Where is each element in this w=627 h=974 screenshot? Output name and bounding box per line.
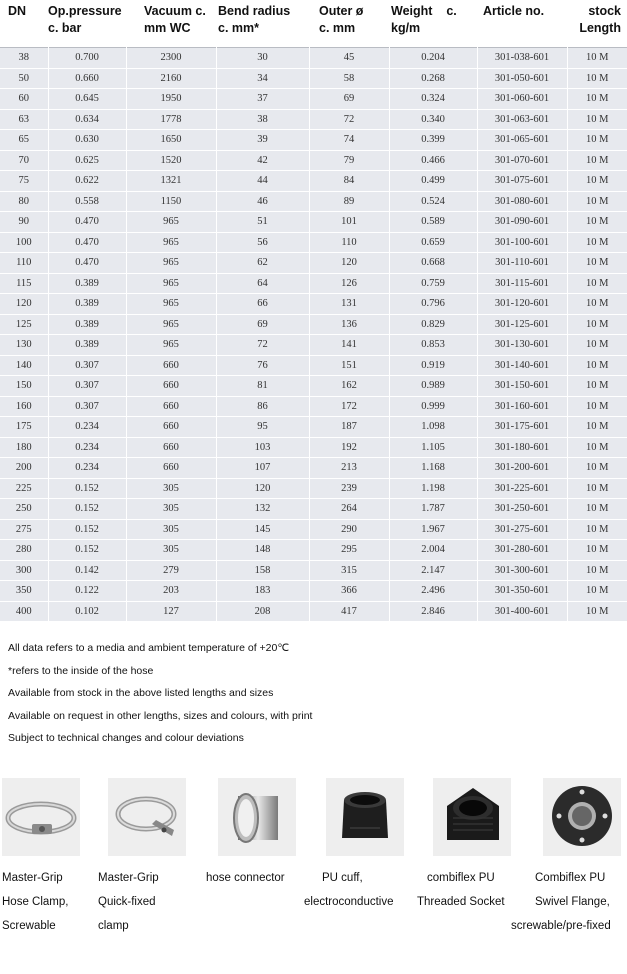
cell-vacuum: 305	[126, 478, 216, 499]
cell-stock-length: 10 M	[567, 68, 627, 89]
table-row	[0, 130, 627, 151]
header-vacuum: Vacuum c. mm WC	[126, 0, 216, 48]
cell-vacuum: 203	[126, 581, 216, 602]
cell-vacuum: 660	[126, 376, 216, 397]
table-row	[0, 540, 627, 561]
note-on-request: Available on request in other lengths, sizes and colours, with print	[8, 709, 313, 722]
cell-bend-radius: 132	[216, 499, 309, 520]
cell-article-no: 301-125-601	[477, 314, 567, 335]
table-row	[0, 253, 627, 274]
cell-weight: 0.659	[389, 232, 477, 253]
quick-clamp-icon	[108, 778, 186, 856]
cell-stock-length: 10 M	[567, 417, 627, 438]
cell-stock-length: 10 M	[567, 48, 627, 69]
cell-bend-radius: 37	[216, 89, 309, 110]
cell-article-no: 301-140-601	[477, 355, 567, 376]
cell-outer-diameter: 131	[309, 294, 389, 315]
cell-stock-length: 10 M	[567, 376, 627, 397]
caption-line: Threaded Socket	[417, 896, 505, 908]
cell-stock-length: 10 M	[567, 273, 627, 294]
cell-op-pressure: 0.389	[48, 273, 126, 294]
cell-outer-diameter: 58	[309, 68, 389, 89]
table-row	[0, 171, 627, 192]
cell-dn: 100	[0, 232, 48, 253]
cell-outer-diameter: 264	[309, 499, 389, 520]
cell-weight: 0.668	[389, 253, 477, 274]
table-row	[0, 314, 627, 335]
cell-article-no: 301-110-601	[477, 253, 567, 274]
cell-dn: 70	[0, 150, 48, 171]
cell-weight: 0.268	[389, 68, 477, 89]
cell-dn: 400	[0, 601, 48, 622]
header-bend-radius: Bend radius c. mm*	[216, 0, 309, 48]
cell-stock-length: 10 M	[567, 540, 627, 561]
cell-vacuum: 305	[126, 499, 216, 520]
swivel-flange-icon	[543, 778, 621, 856]
cell-dn: 250	[0, 499, 48, 520]
cell-dn: 300	[0, 560, 48, 581]
table-row	[0, 601, 627, 622]
cell-bend-radius: 69	[216, 314, 309, 335]
cell-outer-diameter: 290	[309, 519, 389, 540]
table-header-row	[0, 0, 627, 48]
caption-line: electroconductive	[304, 896, 394, 908]
cell-stock-length: 10 M	[567, 396, 627, 417]
cell-vacuum: 660	[126, 355, 216, 376]
cell-op-pressure: 0.389	[48, 314, 126, 335]
header-weight: Weight c. kg/m	[389, 0, 477, 48]
cell-bend-radius: 44	[216, 171, 309, 192]
caption-line: Master-Grip	[2, 872, 63, 884]
cell-dn: 50	[0, 68, 48, 89]
cell-weight: 0.466	[389, 150, 477, 171]
cell-dn: 125	[0, 314, 48, 335]
cell-stock-length: 10 M	[567, 232, 627, 253]
cell-stock-length: 10 M	[567, 335, 627, 356]
cell-op-pressure: 0.470	[48, 253, 126, 274]
cell-outer-diameter: 72	[309, 109, 389, 130]
cell-weight: 1.787	[389, 499, 477, 520]
caption-line: hose connector	[206, 872, 285, 884]
cell-stock-length: 10 M	[567, 581, 627, 602]
cell-stock-length: 10 M	[567, 519, 627, 540]
cell-article-no: 301-063-601	[477, 109, 567, 130]
cell-article-no: 301-350-601	[477, 581, 567, 602]
cell-weight: 0.989	[389, 376, 477, 397]
cell-outer-diameter: 295	[309, 540, 389, 561]
cell-dn: 120	[0, 294, 48, 315]
cell-op-pressure: 0.152	[48, 478, 126, 499]
cell-outer-diameter: 136	[309, 314, 389, 335]
cell-weight: 0.399	[389, 130, 477, 151]
cell-op-pressure: 0.622	[48, 171, 126, 192]
cell-article-no: 301-300-601	[477, 560, 567, 581]
cell-outer-diameter: 192	[309, 437, 389, 458]
cell-dn: 130	[0, 335, 48, 356]
cell-op-pressure: 0.234	[48, 458, 126, 479]
cell-bend-radius: 30	[216, 48, 309, 69]
cell-vacuum: 305	[126, 540, 216, 561]
header-op-pressure: Op.pressure c. bar	[48, 0, 126, 48]
cell-vacuum: 2160	[126, 68, 216, 89]
cell-op-pressure: 0.558	[48, 191, 126, 212]
table-row	[0, 417, 627, 438]
cell-stock-length: 10 M	[567, 130, 627, 151]
cell-bend-radius: 62	[216, 253, 309, 274]
cell-dn: 350	[0, 581, 48, 602]
cell-dn: 150	[0, 376, 48, 397]
cell-outer-diameter: 417	[309, 601, 389, 622]
cell-op-pressure: 0.634	[48, 109, 126, 130]
cell-article-no: 301-280-601	[477, 540, 567, 561]
cell-bend-radius: 34	[216, 68, 309, 89]
cell-stock-length: 10 M	[567, 89, 627, 110]
cell-article-no: 301-090-601	[477, 212, 567, 233]
cell-vacuum: 660	[126, 458, 216, 479]
table-row	[0, 458, 627, 479]
cell-stock-length: 10 M	[567, 191, 627, 212]
table-row	[0, 499, 627, 520]
table-row	[0, 191, 627, 212]
cell-weight: 0.589	[389, 212, 477, 233]
cell-bend-radius: 56	[216, 232, 309, 253]
cell-weight: 2.147	[389, 560, 477, 581]
cell-vacuum: 305	[126, 519, 216, 540]
cell-article-no: 301-115-601	[477, 273, 567, 294]
cell-op-pressure: 0.307	[48, 396, 126, 417]
cell-op-pressure: 0.152	[48, 499, 126, 520]
cell-stock-length: 10 M	[567, 560, 627, 581]
cell-bend-radius: 145	[216, 519, 309, 540]
cell-outer-diameter: 315	[309, 560, 389, 581]
cell-weight: 2.004	[389, 540, 477, 561]
caption-line: Swivel Flange,	[535, 896, 610, 908]
cell-weight: 0.204	[389, 48, 477, 69]
cell-dn: 160	[0, 396, 48, 417]
cell-stock-length: 10 M	[567, 355, 627, 376]
cell-article-no: 301-120-601	[477, 294, 567, 315]
cell-vacuum: 965	[126, 335, 216, 356]
table-row	[0, 355, 627, 376]
cell-vacuum: 660	[126, 437, 216, 458]
cell-article-no: 301-175-601	[477, 417, 567, 438]
cell-outer-diameter: 213	[309, 458, 389, 479]
cell-stock-length: 10 M	[567, 437, 627, 458]
table-row	[0, 150, 627, 171]
cell-outer-diameter: 45	[309, 48, 389, 69]
header-outer-diameter: Outer ø c. mm	[309, 0, 389, 48]
cell-bend-radius: 39	[216, 130, 309, 151]
table-row	[0, 48, 627, 69]
cell-op-pressure: 0.152	[48, 540, 126, 561]
table-row	[0, 273, 627, 294]
cell-bend-radius: 46	[216, 191, 309, 212]
cell-dn: 225	[0, 478, 48, 499]
cell-weight: 2.496	[389, 581, 477, 602]
table-row	[0, 232, 627, 253]
cell-vacuum: 279	[126, 560, 216, 581]
cell-article-no: 301-150-601	[477, 376, 567, 397]
cell-dn: 63	[0, 109, 48, 130]
cell-weight: 1.105	[389, 437, 477, 458]
header-article-no: Article no.	[477, 0, 567, 48]
caption-line: combiflex PU	[427, 872, 495, 884]
table-row	[0, 294, 627, 315]
cell-bend-radius: 86	[216, 396, 309, 417]
cell-vacuum: 1520	[126, 150, 216, 171]
cell-vacuum: 1150	[126, 191, 216, 212]
cell-op-pressure: 0.625	[48, 150, 126, 171]
cell-op-pressure: 0.142	[48, 560, 126, 581]
cell-outer-diameter: 187	[309, 417, 389, 438]
cell-bend-radius: 103	[216, 437, 309, 458]
cell-weight: 0.324	[389, 89, 477, 110]
cell-outer-diameter: 74	[309, 130, 389, 151]
cell-outer-diameter: 110	[309, 232, 389, 253]
table-row	[0, 376, 627, 397]
cell-op-pressure: 0.470	[48, 232, 126, 253]
cell-article-no: 301-225-601	[477, 478, 567, 499]
table-row	[0, 437, 627, 458]
cell-vacuum: 1321	[126, 171, 216, 192]
cell-stock-length: 10 M	[567, 109, 627, 130]
table-row	[0, 396, 627, 417]
cell-op-pressure: 0.660	[48, 68, 126, 89]
cell-article-no: 301-275-601	[477, 519, 567, 540]
header-stock-length: stock Length	[567, 0, 627, 48]
cell-vacuum: 965	[126, 232, 216, 253]
cell-dn: 275	[0, 519, 48, 540]
cell-dn: 90	[0, 212, 48, 233]
caption-line: Combiflex PU	[535, 872, 606, 884]
product-pu-cuff	[304, 778, 414, 914]
cell-article-no: 301-180-601	[477, 437, 567, 458]
table-row	[0, 335, 627, 356]
cell-article-no: 301-060-601	[477, 89, 567, 110]
cell-op-pressure: 0.645	[48, 89, 126, 110]
cell-stock-length: 10 M	[567, 478, 627, 499]
cell-bend-radius: 158	[216, 560, 309, 581]
cell-outer-diameter: 239	[309, 478, 389, 499]
cell-op-pressure: 0.470	[48, 212, 126, 233]
cell-op-pressure: 0.102	[48, 601, 126, 622]
cell-weight: 2.846	[389, 601, 477, 622]
cell-article-no: 301-250-601	[477, 499, 567, 520]
note-stock: Available from stock in the above listed lengths and sizes	[8, 687, 274, 699]
cell-stock-length: 10 M	[567, 458, 627, 479]
cell-stock-length: 10 M	[567, 601, 627, 622]
cell-bend-radius: 64	[216, 273, 309, 294]
product-hose-clamp	[2, 778, 112, 938]
cell-outer-diameter: 126	[309, 273, 389, 294]
cell-article-no: 301-100-601	[477, 232, 567, 253]
cell-outer-diameter: 366	[309, 581, 389, 602]
cell-stock-length: 10 M	[567, 253, 627, 274]
hose-connector-icon	[218, 778, 296, 856]
cell-stock-length: 10 M	[567, 171, 627, 192]
cell-outer-diameter: 84	[309, 171, 389, 192]
cell-dn: 140	[0, 355, 48, 376]
cell-op-pressure: 0.389	[48, 335, 126, 356]
note-inside-hose: *refers to the inside of the hose	[8, 664, 154, 677]
cell-op-pressure: 0.700	[48, 48, 126, 69]
cell-article-no: 301-200-601	[477, 458, 567, 479]
cell-outer-diameter: 172	[309, 396, 389, 417]
cell-vacuum: 965	[126, 253, 216, 274]
cell-bend-radius: 42	[216, 150, 309, 171]
cell-outer-diameter: 79	[309, 150, 389, 171]
note-temperature: All data refers to a media and ambient temperature of +20℃	[8, 642, 290, 654]
caption-line: Hose Clamp,	[2, 896, 69, 908]
notes	[8, 640, 312, 753]
cell-bend-radius: 72	[216, 335, 309, 356]
pu-cuff-icon	[326, 778, 404, 856]
cell-bend-radius: 95	[216, 417, 309, 438]
cell-dn: 80	[0, 191, 48, 212]
cell-bend-radius: 148	[216, 540, 309, 561]
cell-article-no: 301-070-601	[477, 150, 567, 171]
cell-dn: 115	[0, 273, 48, 294]
caption-line: screwable/pre-fixed	[511, 920, 611, 932]
cell-outer-diameter: 141	[309, 335, 389, 356]
cell-vacuum: 965	[126, 212, 216, 233]
cell-bend-radius: 51	[216, 212, 309, 233]
table-row	[0, 560, 627, 581]
caption-line: PU cuff,	[322, 872, 363, 884]
cell-vacuum: 660	[126, 396, 216, 417]
cell-outer-diameter: 120	[309, 253, 389, 274]
cell-outer-diameter: 89	[309, 191, 389, 212]
cell-weight: 1.967	[389, 519, 477, 540]
cell-weight: 0.829	[389, 314, 477, 335]
cell-dn: 180	[0, 437, 48, 458]
caption-line: Screwable	[2, 920, 56, 932]
header-dn: DN	[0, 0, 48, 48]
cell-vacuum: 1778	[126, 109, 216, 130]
cell-dn: 280	[0, 540, 48, 561]
table-row	[0, 478, 627, 499]
cell-op-pressure: 0.307	[48, 355, 126, 376]
caption-line: Quick-fixed	[98, 896, 156, 908]
table-row	[0, 109, 627, 130]
cell-dn: 175	[0, 417, 48, 438]
cell-dn: 38	[0, 48, 48, 69]
cell-bend-radius: 81	[216, 376, 309, 397]
cell-weight: 0.499	[389, 171, 477, 192]
cell-weight: 1.168	[389, 458, 477, 479]
cell-vacuum: 2300	[126, 48, 216, 69]
cell-outer-diameter: 151	[309, 355, 389, 376]
cell-vacuum: 660	[126, 417, 216, 438]
cell-outer-diameter: 69	[309, 89, 389, 110]
cell-bend-radius: 120	[216, 478, 309, 499]
table-row	[0, 89, 627, 110]
hose-clamp-icon	[2, 778, 80, 856]
cell-weight: 0.999	[389, 396, 477, 417]
cell-op-pressure: 0.307	[48, 376, 126, 397]
cell-article-no: 301-065-601	[477, 130, 567, 151]
cell-op-pressure: 0.152	[48, 519, 126, 540]
cell-weight: 0.853	[389, 335, 477, 356]
threaded-socket-icon	[433, 778, 511, 856]
cell-weight: 1.098	[389, 417, 477, 438]
cell-weight: 0.524	[389, 191, 477, 212]
cell-vacuum: 965	[126, 294, 216, 315]
cell-op-pressure: 0.630	[48, 130, 126, 151]
note-technical-changes: Subject to technical changes and colour deviations	[8, 732, 244, 744]
caption-line: Master-Grip	[98, 872, 159, 884]
cell-weight: 0.340	[389, 109, 477, 130]
table-row	[0, 212, 627, 233]
cell-op-pressure: 0.122	[48, 581, 126, 602]
table-row	[0, 581, 627, 602]
cell-article-no: 301-130-601	[477, 335, 567, 356]
cell-outer-diameter: 101	[309, 212, 389, 233]
cell-op-pressure: 0.234	[48, 437, 126, 458]
cell-bend-radius: 66	[216, 294, 309, 315]
cell-stock-length: 10 M	[567, 150, 627, 171]
cell-weight: 0.919	[389, 355, 477, 376]
cell-article-no: 301-080-601	[477, 191, 567, 212]
cell-weight: 0.796	[389, 294, 477, 315]
product-quick-clamp	[98, 778, 208, 938]
cell-stock-length: 10 M	[567, 212, 627, 233]
cell-bend-radius: 183	[216, 581, 309, 602]
cell-stock-length: 10 M	[567, 294, 627, 315]
cell-bend-radius: 107	[216, 458, 309, 479]
cell-vacuum: 127	[126, 601, 216, 622]
cell-bend-radius: 38	[216, 109, 309, 130]
cell-article-no: 301-160-601	[477, 396, 567, 417]
cell-dn: 65	[0, 130, 48, 151]
cell-outer-diameter: 162	[309, 376, 389, 397]
cell-stock-length: 10 M	[567, 314, 627, 335]
caption-line: clamp	[98, 920, 129, 932]
cell-vacuum: 1950	[126, 89, 216, 110]
table-row	[0, 68, 627, 89]
product-swivel-flange	[511, 778, 621, 938]
product-hose-connector	[206, 778, 316, 890]
cell-vacuum: 965	[126, 314, 216, 335]
cell-article-no: 301-050-601	[477, 68, 567, 89]
cell-op-pressure: 0.389	[48, 294, 126, 315]
cell-article-no: 301-075-601	[477, 171, 567, 192]
cell-dn: 200	[0, 458, 48, 479]
cell-weight: 0.759	[389, 273, 477, 294]
cell-bend-radius: 208	[216, 601, 309, 622]
cell-article-no: 301-038-601	[477, 48, 567, 69]
cell-stock-length: 10 M	[567, 499, 627, 520]
cell-bend-radius: 76	[216, 355, 309, 376]
cell-dn: 75	[0, 171, 48, 192]
table-row	[0, 519, 627, 540]
cell-article-no: 301-400-601	[477, 601, 567, 622]
cell-vacuum: 965	[126, 273, 216, 294]
cell-dn: 60	[0, 89, 48, 110]
cell-dn: 110	[0, 253, 48, 274]
cell-op-pressure: 0.234	[48, 417, 126, 438]
cell-weight: 1.198	[389, 478, 477, 499]
cell-vacuum: 1650	[126, 130, 216, 151]
